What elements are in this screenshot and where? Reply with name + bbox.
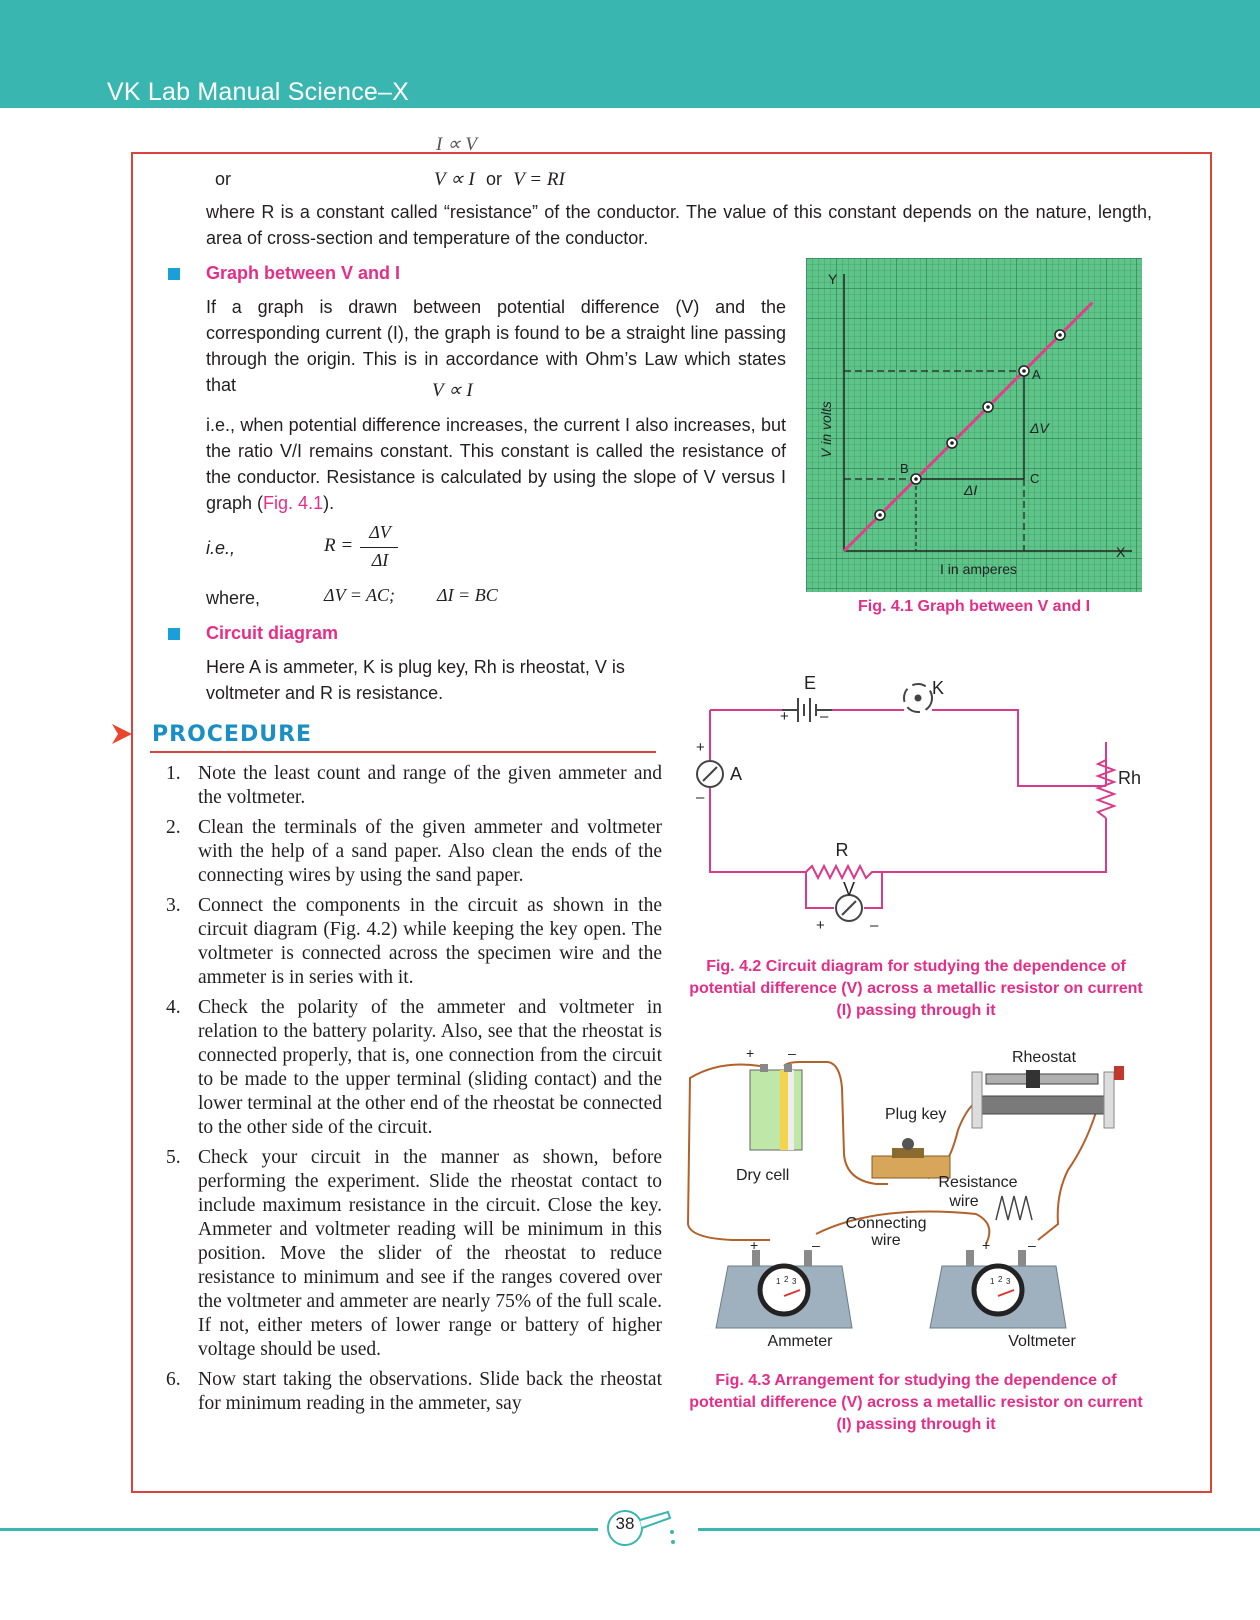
ammeter-minus: –	[696, 789, 705, 806]
data-point-center	[878, 513, 882, 517]
ammeter-dial-3: 3	[792, 1277, 797, 1286]
cell-minus: –	[788, 1045, 796, 1061]
fraction-denominator: ΔI	[371, 550, 389, 570]
graph-paragraph-2a: i.e., when potential difference increases, the current I also increases, but the ratio V/I remains constant. This constant is called the resistance of the conductor. Resistance is calculated by using the slope of V versus I graph (	[206, 415, 786, 513]
label-k: K	[932, 678, 945, 698]
bullet-square	[168, 268, 180, 280]
voltmeter-plus: +	[982, 1237, 991, 1253]
connecting-label-2: wire	[871, 1232, 901, 1249]
formula-v-prop-i: V ∝ I	[434, 169, 475, 190]
plug-key-device-icon	[872, 1138, 950, 1178]
step-text: Clean the terminals of the given ammeter and voltmeter with the help of a sand paper. Also clean the ends of the connecting wires by using the sand paper.	[198, 817, 662, 886]
graph-paragraph-1: If a graph is drawn between potential difference (V) and the corresponding current (I), the graph is found to be a straight line passing through the origin. This is in accordance with Ohm’s Law which states that	[206, 297, 786, 395]
ammeter-dial-1: 1	[776, 1277, 781, 1286]
fig-ref-4-1[interactable]: Fig. 4.1	[263, 493, 324, 513]
y-axis-label: V in volts	[818, 401, 834, 458]
wire	[932, 710, 1106, 786]
voltmeter-plus: +	[816, 917, 825, 934]
voltmeter-dial-1: 1	[990, 1277, 995, 1286]
step-text: Check the polarity of the ammeter and voltmeter in relation to the battery polarity. Also, see that the rheostat is connected properly, that is, one connection from the circuit to be made to the upper terminal (sliding contact) and the lower terminal at the other end of the rheostat be connected to the other side of the circuit.	[198, 997, 662, 1138]
procedure-step	[160, 1368, 662, 1416]
dry-cell-icon	[750, 1064, 802, 1150]
intro-paragraph: where R is a constant called “resistance” of the conductor. The value of this constant depends on the nature, length, area of cross-section and temperature of the conductor.	[206, 202, 1152, 248]
cell-plus: +	[746, 1045, 755, 1061]
data-point-center	[1022, 369, 1026, 373]
resistance-label-1: Resistance	[938, 1174, 1018, 1191]
point-b-label: B	[900, 461, 909, 476]
rheostat-device-icon	[972, 1066, 1124, 1128]
procedure-step	[160, 816, 662, 888]
ammeter-dial-2: 2	[784, 1275, 789, 1284]
data-point-center	[950, 441, 954, 445]
point-c-label: C	[1030, 471, 1040, 486]
delta-i-label: ΔI	[964, 482, 978, 498]
label-a: A	[730, 764, 743, 784]
ammeter-plus: +	[696, 739, 705, 756]
ie-label: i.e.,	[206, 538, 236, 558]
label-rh: Rh	[1118, 768, 1142, 788]
header-bar	[0, 0, 1260, 108]
label-v: V	[842, 879, 856, 899]
step-number: 2.	[166, 817, 181, 838]
battery-plus: +	[780, 708, 789, 725]
voltmeter-minus: –	[870, 917, 879, 934]
rheostat-rh	[1098, 742, 1114, 818]
ammeter-plus: +	[750, 1237, 759, 1253]
step-number: 5.	[166, 1147, 181, 1168]
procedure-step	[160, 762, 662, 810]
step-number: 6.	[166, 1369, 181, 1390]
plug-key-icon	[904, 684, 932, 712]
fig42-caption: Fig. 4.2 Circuit diagram for studying the dependence of potential difference (V) across a metallic resistor on current (I) passing through it	[689, 958, 1143, 1019]
r-equals: R =	[324, 535, 354, 556]
bullet-square	[168, 628, 180, 640]
step-text: Check your circuit in the manner as shown, before performing the experiment. Slide the rheostat contact to include maximum resistance in the circuit. Close the key. Ammeter and voltmeter reading will be minimum in this position. Move the slider of the rheostat to reduce resistance to minimum and see if the ranges covered over the voltmeter and ammeter are nearly 75% of the full scale. If not, either meters of lower range or battery of higher voltage should be used.	[198, 1147, 662, 1360]
arrow-marker-icon	[110, 722, 134, 746]
ammeter-icon	[697, 761, 723, 787]
label-r: R	[835, 840, 849, 860]
x-axis-letter: X	[1116, 544, 1126, 560]
ammeter-label: Ammeter	[767, 1333, 833, 1350]
delta-v-label: ΔV	[1030, 420, 1049, 436]
label-e: E	[803, 673, 817, 693]
ammeter-device-icon	[716, 1250, 852, 1328]
fig42-circuit	[676, 668, 1156, 950]
heading-circuit-diagram: Circuit diagram	[206, 623, 339, 643]
fraction-numerator: ΔV	[369, 522, 391, 542]
step-number: 1.	[166, 763, 181, 784]
step-text: Connect the components in the circuit as shown in the circuit diagram (Fig. 4.2) while keeping the key open. The voltmeter is connected across the specimen wire and the ammeter is in series with it.	[198, 895, 662, 988]
ammeter-minus: –	[812, 1237, 820, 1253]
graph-paragraph-2b: ).	[323, 493, 335, 513]
book-title: VK Lab Manual Science–X	[107, 78, 410, 106]
voltmeter-dial-2: 2	[998, 1275, 1003, 1284]
data-point-center	[986, 405, 990, 409]
graph-paragraph-2	[206, 412, 786, 516]
where-label: where,	[206, 588, 261, 608]
or-word: or	[215, 169, 232, 189]
point-a-label: A	[1032, 367, 1041, 382]
plug-key-label: Plug key	[885, 1106, 947, 1123]
formula-top-partial: I ∝ V	[436, 134, 478, 155]
graph-grid	[806, 258, 1142, 592]
procedure-steps	[160, 762, 662, 1422]
step-number: 3.	[166, 895, 181, 916]
circuit-paragraph: Here A is ammeter, K is plug key, Rh is rheostat, V is voltmeter and R is resistance.	[206, 657, 625, 703]
connecting-label-1: Connecting	[845, 1215, 927, 1232]
fig43-caption: Fig. 4.3 Arrangement for studying the dependence of potential difference (V) across a metallic resistor on current (I) passing through it	[689, 1372, 1143, 1433]
formula-or: or	[485, 169, 502, 189]
footer-rule-left	[0, 1528, 598, 1531]
step-text: Note the least count and range of the given ammeter and the voltmeter.	[198, 763, 662, 808]
step-number: 4.	[166, 997, 181, 1018]
voltmeter-device-icon	[930, 1250, 1066, 1328]
y-axis-letter: Y	[828, 271, 838, 287]
rheostat-label: Rheostat	[1011, 1049, 1077, 1066]
resistance-wire-icon	[996, 1196, 1032, 1220]
resistance-label-2: wire	[949, 1193, 979, 1210]
data-point-center	[1058, 333, 1062, 337]
page-number: 38	[615, 1514, 635, 1533]
data-point-center	[914, 477, 918, 481]
voltmeter-minus: –	[1028, 1237, 1036, 1253]
step-text: Now start taking the observations. Slide back the rheostat for minimum reading in the ammeter, say	[198, 1369, 662, 1414]
formula-v-eq-ri: V = RI	[513, 169, 565, 190]
wire	[1038, 1112, 1096, 1240]
fig43-apparatus	[676, 1044, 1156, 1374]
x-axis-label: I in amperes	[940, 561, 1018, 577]
dry-cell-label: Dry cell	[736, 1167, 790, 1184]
procedure-step	[160, 996, 662, 1140]
fig41-caption: Fig. 4.1 Graph between V and I	[857, 598, 1091, 615]
procedure-step	[160, 894, 662, 990]
where-dv: ΔV = AC;	[324, 585, 396, 605]
battery-minus: –	[820, 708, 829, 725]
fig41-graph	[806, 258, 1142, 592]
procedure-step	[160, 1146, 662, 1362]
fraction-bar	[360, 547, 398, 548]
procedure-underline	[150, 751, 656, 753]
voltmeter-label: Voltmeter	[1008, 1333, 1076, 1350]
formula-ohms-law	[434, 166, 565, 193]
where-di: ΔI = BC	[437, 585, 498, 605]
proportion-v-i: V ∝ I	[432, 380, 473, 401]
footer-rule-right	[698, 1528, 1260, 1531]
resistor-r	[806, 866, 876, 878]
voltmeter-dial-3: 3	[1006, 1277, 1011, 1286]
wire	[876, 836, 1106, 872]
wire	[710, 788, 806, 872]
heading-graph-v-i: Graph between V and I	[206, 263, 401, 283]
procedure-title: PROCEDURE	[152, 722, 313, 747]
